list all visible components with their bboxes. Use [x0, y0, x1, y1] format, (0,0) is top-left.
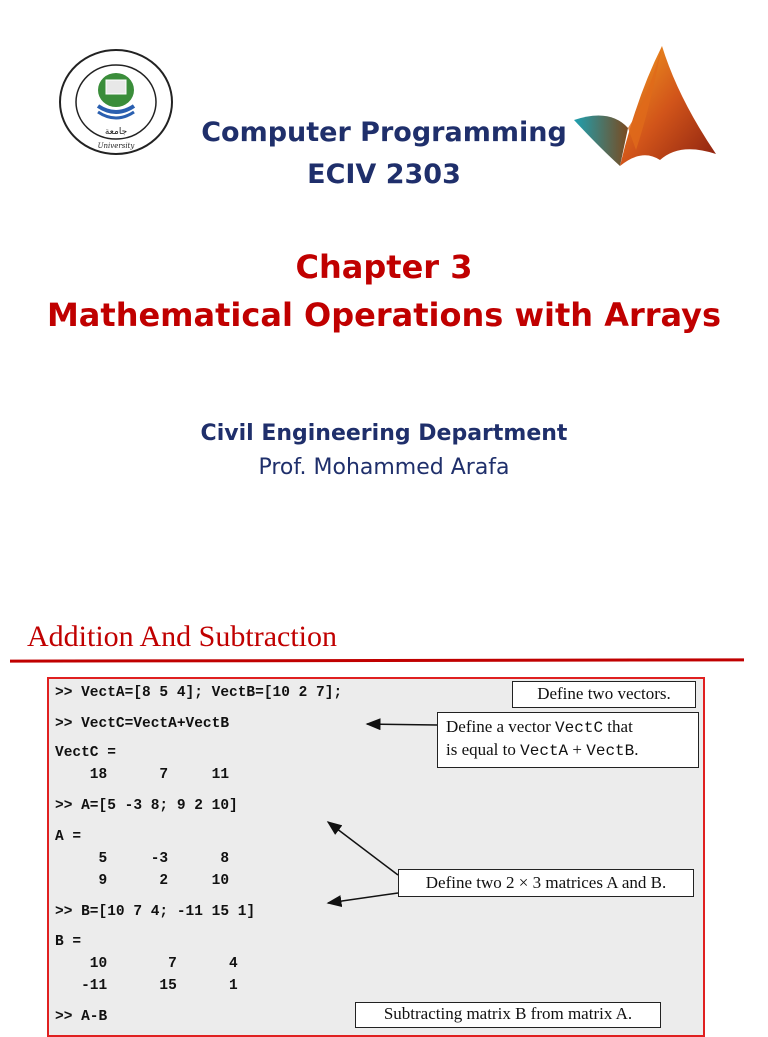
code-line: B =: [55, 934, 82, 950]
callout-subtract-matrices: Subtracting matrix B from matrix A.: [355, 1002, 661, 1028]
svg-text:University: University: [97, 142, 135, 150]
code-line: 5 -3 8: [55, 851, 230, 867]
callout-text: Define a vector: [446, 717, 556, 736]
callout-text: that: [603, 717, 633, 736]
callout-mono: VectC: [555, 719, 604, 737]
callout-text: .: [634, 740, 639, 759]
code-line: -11 15 1: [55, 978, 238, 994]
code-line: >> VectC=VectA+VectB: [55, 716, 230, 732]
code-line: A =: [55, 829, 82, 845]
code-line: >> B=[10 7 4; -11 15 1]: [55, 904, 256, 920]
course-code: ECIV 2303: [307, 159, 461, 190]
section-heading: Addition And Subtraction: [27, 620, 337, 653]
chapter-number: Chapter 3: [295, 248, 473, 286]
callout-text: +: [568, 740, 587, 759]
code-line: 9 2 10: [55, 873, 230, 889]
chapter-title: Mathematical Operations with Arrays: [46, 296, 722, 334]
code-line: 18 7 11: [55, 767, 230, 783]
matlab-membrane-logo: [570, 38, 718, 170]
heading-divider: [10, 658, 744, 662]
code-line: VectC =: [55, 745, 116, 761]
course-title: Computer Programming: [201, 117, 567, 148]
code-line: 10 7 4: [55, 956, 238, 972]
callout-define-vectc: [437, 712, 699, 768]
callout-define-vectors: Define two vectors.: [512, 681, 696, 708]
code-line: >> VectA=[8 5 4]; VectB=[10 2 7];: [55, 685, 343, 701]
callout-line: [446, 716, 690, 739]
svg-text:جامعة: جامعة: [104, 127, 128, 137]
callout-mono: VectB: [586, 742, 635, 760]
callout-mono: VectA: [520, 742, 569, 760]
code-line: >> A-B: [55, 1009, 108, 1025]
callout-text: is equal to: [446, 740, 521, 759]
code-line: >> A=[5 -3 8; 9 2 10]: [55, 798, 238, 814]
department-name: Civil Engineering Department: [200, 421, 568, 446]
professor-name: Prof. Mohammed Arafa: [258, 455, 510, 480]
callout-define-matrices: Define two 2 × 3 matrices A and B.: [398, 869, 694, 897]
callout-line: [446, 739, 690, 762]
